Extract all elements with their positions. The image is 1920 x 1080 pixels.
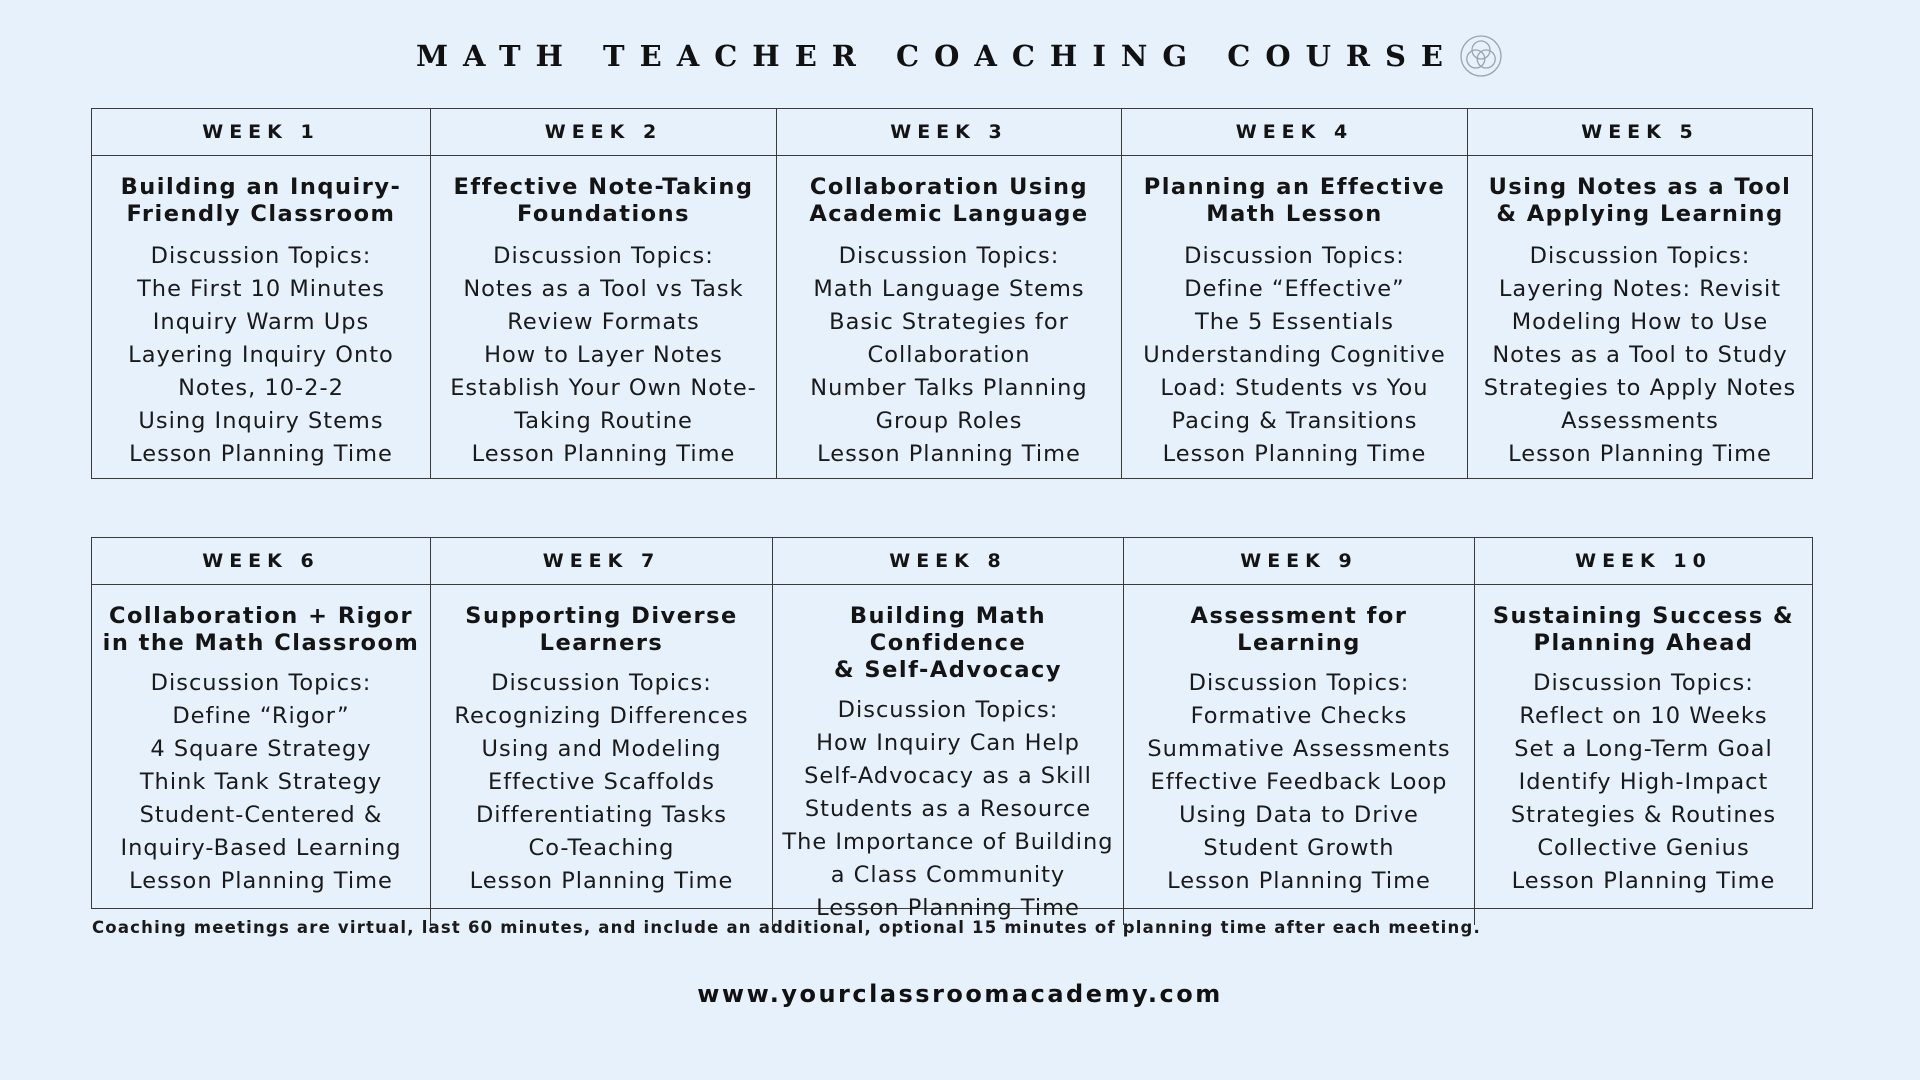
topic-item: Inquiry-Based Learning [120, 835, 402, 861]
topic-item: Load: Students vs You [1160, 375, 1429, 401]
topic-item: Effective Scaffolds [488, 769, 715, 795]
topic-item: Lesson Planning Time [1508, 441, 1772, 467]
schedule-grid-weeks-1-5 [91, 108, 1813, 479]
topic-item: How Inquiry Can Help [816, 730, 1080, 756]
week-content [1468, 156, 1812, 471]
footnote: Coaching meetings are virtual, last 60 minutes, and include an additional, optional 15 minutes of planning time after each meeting. [92, 918, 1481, 937]
week-content [92, 156, 430, 471]
topic-item: 4 Square Strategy [150, 736, 372, 762]
week-content [1124, 585, 1474, 898]
topic-item: Layering Inquiry Onto [128, 342, 394, 368]
topic-item: Lesson Planning Time [1167, 868, 1431, 894]
week-header: WEEK 9 [1124, 538, 1474, 585]
topics-label: Discussion Topics: [1533, 670, 1754, 696]
topics-label: Discussion Topics: [1188, 670, 1410, 696]
week-column [92, 538, 431, 925]
topic-item: Differentiating Tasks [475, 802, 728, 828]
website-link[interactable]: www.yourclassroomacademy.com [697, 980, 1223, 1008]
topic-item: Students as a Resource [804, 796, 1092, 822]
week-column [1475, 538, 1812, 925]
page-title: MATH TEACHER COACHING COURSE [415, 39, 1459, 73]
header [0, 30, 1920, 82]
topics-label: Discussion Topics: [150, 243, 372, 269]
week-content [777, 156, 1121, 471]
week-column [431, 538, 773, 925]
week-header: WEEK 4 [1122, 109, 1467, 156]
week-title: Assessment for Learning [1190, 603, 1408, 656]
week-content [1475, 585, 1812, 898]
topic-item: Notes, 10-2-2 [178, 375, 344, 401]
topic-item: Inquiry Warm Ups [152, 309, 370, 335]
week-column [431, 109, 777, 478]
topic-item: Summative Assessments [1147, 736, 1451, 762]
week-title: Building an Inquiry- Friendly Classroom [120, 174, 402, 227]
week-content [1122, 156, 1467, 471]
week-column [777, 109, 1122, 478]
topic-item: Set a Long-Term Goal [1514, 736, 1773, 762]
topic-item: Lesson Planning Time [471, 441, 736, 467]
week-header: WEEK 10 [1475, 538, 1812, 585]
topic-item: Lesson Planning Time [816, 895, 1080, 921]
topic-item: The 5 Essentials [1194, 309, 1395, 335]
week-column [92, 109, 431, 478]
topic-item: Taking Routine [514, 408, 693, 434]
topic-item: Collective Genius [1537, 835, 1750, 861]
topic-item: Number Talks Planning [810, 375, 1088, 401]
topic-item: Understanding Cognitive [1143, 342, 1446, 368]
topics-label: Discussion Topics: [150, 670, 372, 696]
topic-item: Define “Rigor” [172, 703, 350, 729]
topic-item: Strategies to Apply Notes [1483, 375, 1797, 401]
week-column [1468, 109, 1812, 478]
week-column [1122, 109, 1468, 478]
topic-item: Recognizing Differences [454, 703, 749, 729]
topic-item: Notes as a Tool vs Task [463, 276, 744, 302]
week-title: Effective Note-Taking Foundations [453, 174, 754, 227]
topics-label: Discussion Topics: [1529, 243, 1751, 269]
topics-label: Discussion Topics: [837, 697, 1059, 723]
week-content [431, 156, 776, 471]
topic-item: Math Language Stems [813, 276, 1085, 302]
week-header: WEEK 7 [431, 538, 772, 585]
topic-item: Group Roles [875, 408, 1023, 434]
topic-item: Layering Notes: Revisit [1498, 276, 1782, 302]
schedule-grid-weeks-6-10 [91, 537, 1813, 921]
week-header: WEEK 5 [1468, 109, 1812, 156]
topic-item: Modeling How to Use [1511, 309, 1769, 335]
topic-item: Co-Teaching [528, 835, 675, 861]
topic-item: Using Data to Drive [1179, 802, 1419, 828]
topics-label: Discussion Topics: [1184, 243, 1405, 269]
topics-label: Discussion Topics: [493, 243, 714, 269]
topic-item: Establish Your Own Note- [450, 375, 757, 401]
topic-item: Pacing & Transitions [1171, 408, 1418, 434]
topic-item: Review Formats [507, 309, 700, 335]
week-title: Planning an Effective Math Lesson [1143, 174, 1446, 227]
topic-item: Notes as a Tool to Study [1492, 342, 1788, 368]
topic-item: Identify High-Impact [1518, 769, 1769, 795]
week-header: WEEK 6 [92, 538, 430, 585]
week-header: WEEK 1 [92, 109, 430, 156]
topic-item: Reflect on 10 Weeks [1519, 703, 1768, 729]
week-title: Sustaining Success & Planning Ahead [1492, 603, 1795, 656]
interlocking-circles-icon [1458, 33, 1504, 79]
week-title: Supporting Diverse Learners [465, 603, 738, 656]
topics-label: Discussion Topics: [491, 670, 712, 696]
week-title: Collaboration Using Academic Language [809, 174, 1089, 227]
week-content [92, 585, 430, 898]
week-header: WEEK 8 [773, 538, 1123, 585]
topic-item: a Class Community [830, 862, 1066, 888]
topic-item: Think Tank Strategy [139, 769, 383, 795]
topic-item: Formative Checks [1190, 703, 1408, 729]
week-title: Building Math Confidence & Self-Advocacy [833, 603, 1063, 683]
week-content [431, 585, 772, 898]
topic-item: Effective Feedback Loop [1150, 769, 1448, 795]
topic-item: Lesson Planning Time [1162, 441, 1427, 467]
topic-item: Lesson Planning Time [817, 441, 1081, 467]
topic-item: Using Inquiry Stems [138, 408, 384, 434]
week-column [773, 538, 1124, 925]
week-header: WEEK 2 [431, 109, 776, 156]
topic-item: The First 10 Minutes [137, 276, 385, 302]
topic-item: Lesson Planning Time [469, 868, 734, 894]
topic-item: Lesson Planning Time [129, 868, 393, 894]
topic-item: How to Layer Notes [484, 342, 723, 368]
week-content [773, 585, 1123, 925]
week-title: Using Notes as a Tool & Applying Learning [1488, 174, 1792, 227]
topic-item: Define “Effective” [1184, 276, 1405, 302]
topic-item: Assessments [1561, 408, 1719, 434]
topic-item: Lesson Planning Time [1511, 868, 1776, 894]
topic-item: Using and Modeling [481, 736, 722, 762]
topics-label: Discussion Topics: [838, 243, 1060, 269]
topic-item: Student Growth [1203, 835, 1395, 861]
topic-item: Lesson Planning Time [129, 441, 393, 467]
topic-item: Basic Strategies for [829, 309, 1069, 335]
week-column [1124, 538, 1475, 925]
topic-item: Collaboration [867, 342, 1031, 368]
topic-item: Self-Advocacy as a Skill [804, 763, 1092, 789]
topic-item: The Importance of Building [782, 829, 1114, 855]
topic-item: Student-Centered & [139, 802, 383, 828]
topic-item: Strategies & Routines [1510, 802, 1777, 828]
week-header: WEEK 3 [777, 109, 1121, 156]
week-title: Collaboration + Rigor in the Math Classroom [102, 603, 420, 656]
